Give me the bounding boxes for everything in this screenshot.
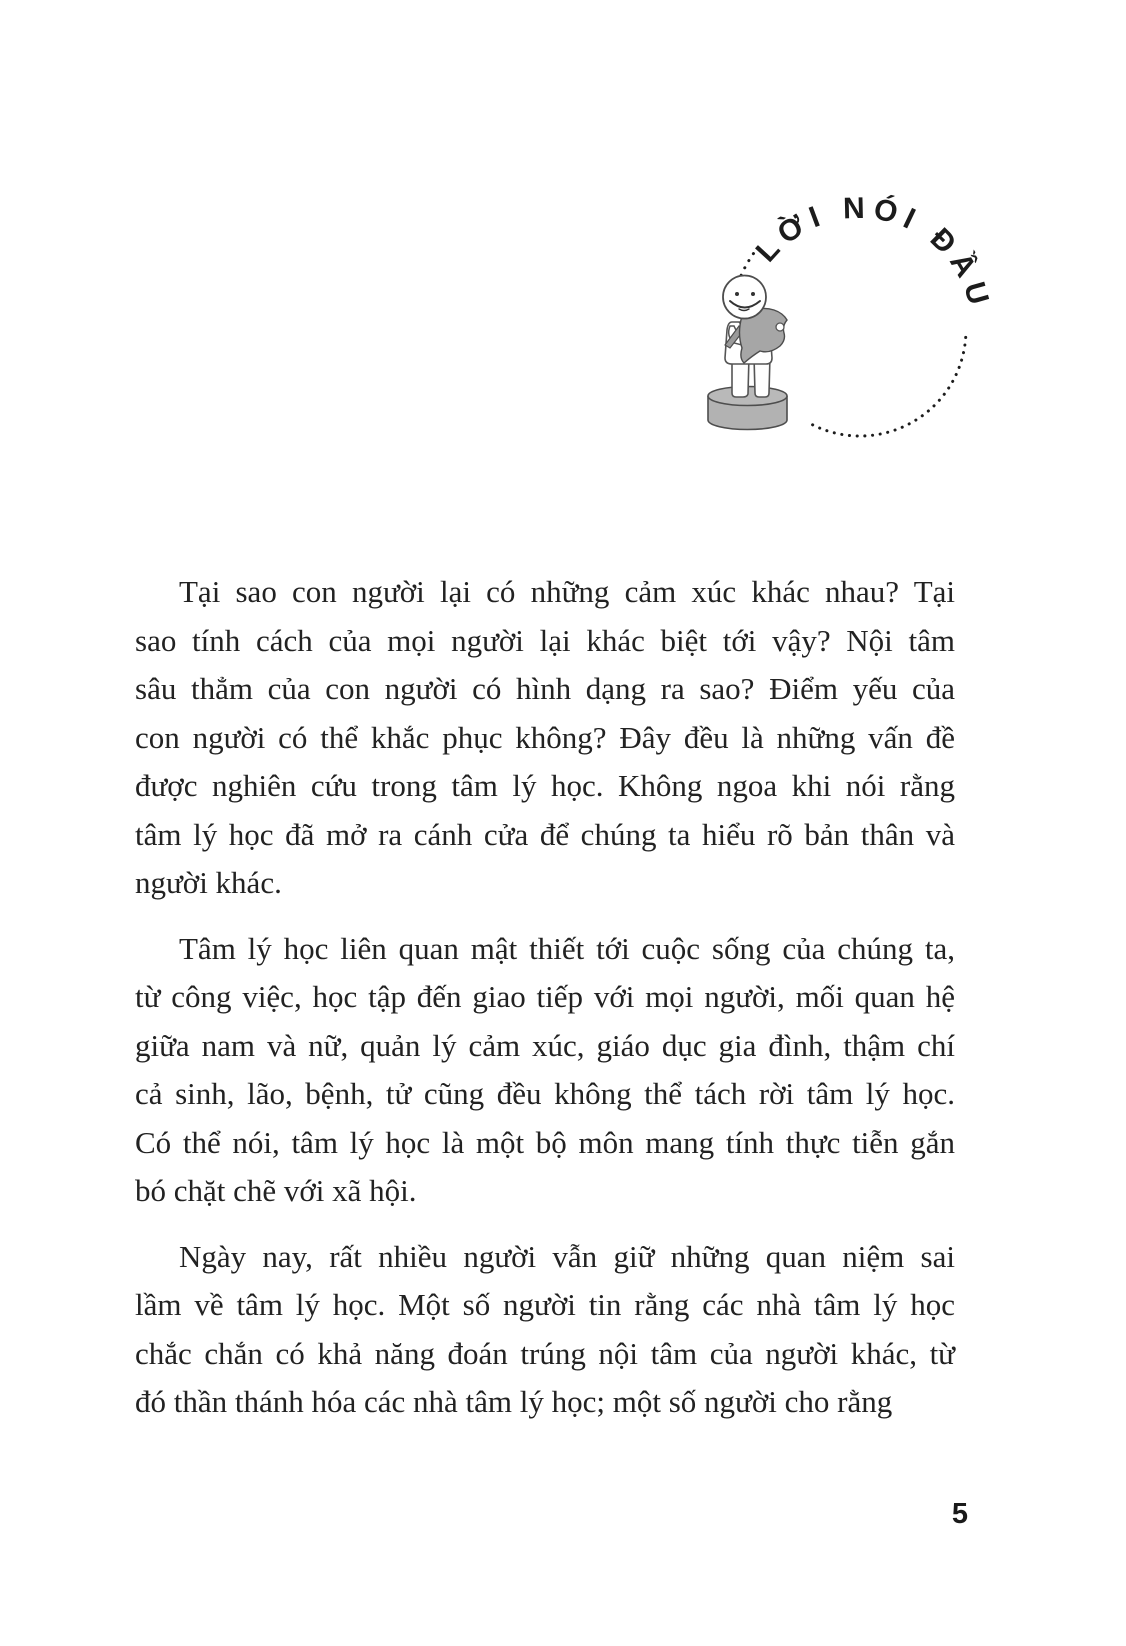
text-line: từ công việc, học tập đến giao tiếp với mọi người, mối quan hệ [135, 979, 955, 1014]
text-line: được nghiên cứu trong tâm lý học. Không ngoa khi nói rằng [135, 768, 955, 803]
text-line: đó thần thánh hóa các nhà tâm lý học; một số người cho rằng [135, 1384, 893, 1419]
figure-reading-icon [708, 276, 787, 430]
paragraph [135, 925, 955, 1216]
text-line: người khác. [135, 865, 282, 900]
paragraph [135, 1233, 955, 1427]
text-line: sâu thẳm của con người có hình dạng ra sao? Điểm yếu của [135, 671, 955, 706]
text-line: Tâm lý học liên quan mật thiết tới cuộc sống của chúng ta, [179, 930, 955, 966]
curved-preface-title: LỜI NÓI ĐẦU [749, 191, 997, 316]
page-number: 5 [951, 1498, 968, 1530]
text-line: tâm lý học đã mở ra cánh cửa để chúng ta hiểu rõ bản thân và [135, 816, 955, 852]
text-line: bó chặt chẽ với xã hội. [135, 1173, 417, 1208]
text-line: con người có thể khắc phục không? Đây đều là những vấn đề [135, 719, 955, 755]
preface-emblem [620, 130, 1000, 460]
text-line: cả sinh, lão, bệnh, tử cũng đều không thể tách rời tâm lý học. [135, 1076, 955, 1111]
text-line: giữa nam và nữ, quản lý cảm xúc, giáo dục gia đình, thậm chí [135, 1027, 955, 1063]
dotted-arc-lower-icon [810, 337, 966, 436]
body-text [135, 568, 955, 1427]
text-line: Ngày nay, rất nhiều người vẫn giữ những quan niệm sai [179, 1238, 955, 1274]
text-line: chắc chắn có khả năng đoán trúng nội tâm của người khác, từ [135, 1335, 955, 1371]
text-line: lầm về tâm lý học. Một số người tin rằng các nhà tâm lý học [135, 1287, 955, 1322]
text-line: Tại sao con người lại có những cảm xúc khác nhau? Tại [179, 574, 955, 609]
text-line: sao tính cách của mọi người lại khác biệt tới vậy? Nội tâm [135, 622, 955, 658]
paragraph [135, 568, 955, 908]
text-line: Có thể nói, tâm lý học là một bộ môn mang tính thực tiễn gắn [135, 1124, 955, 1160]
